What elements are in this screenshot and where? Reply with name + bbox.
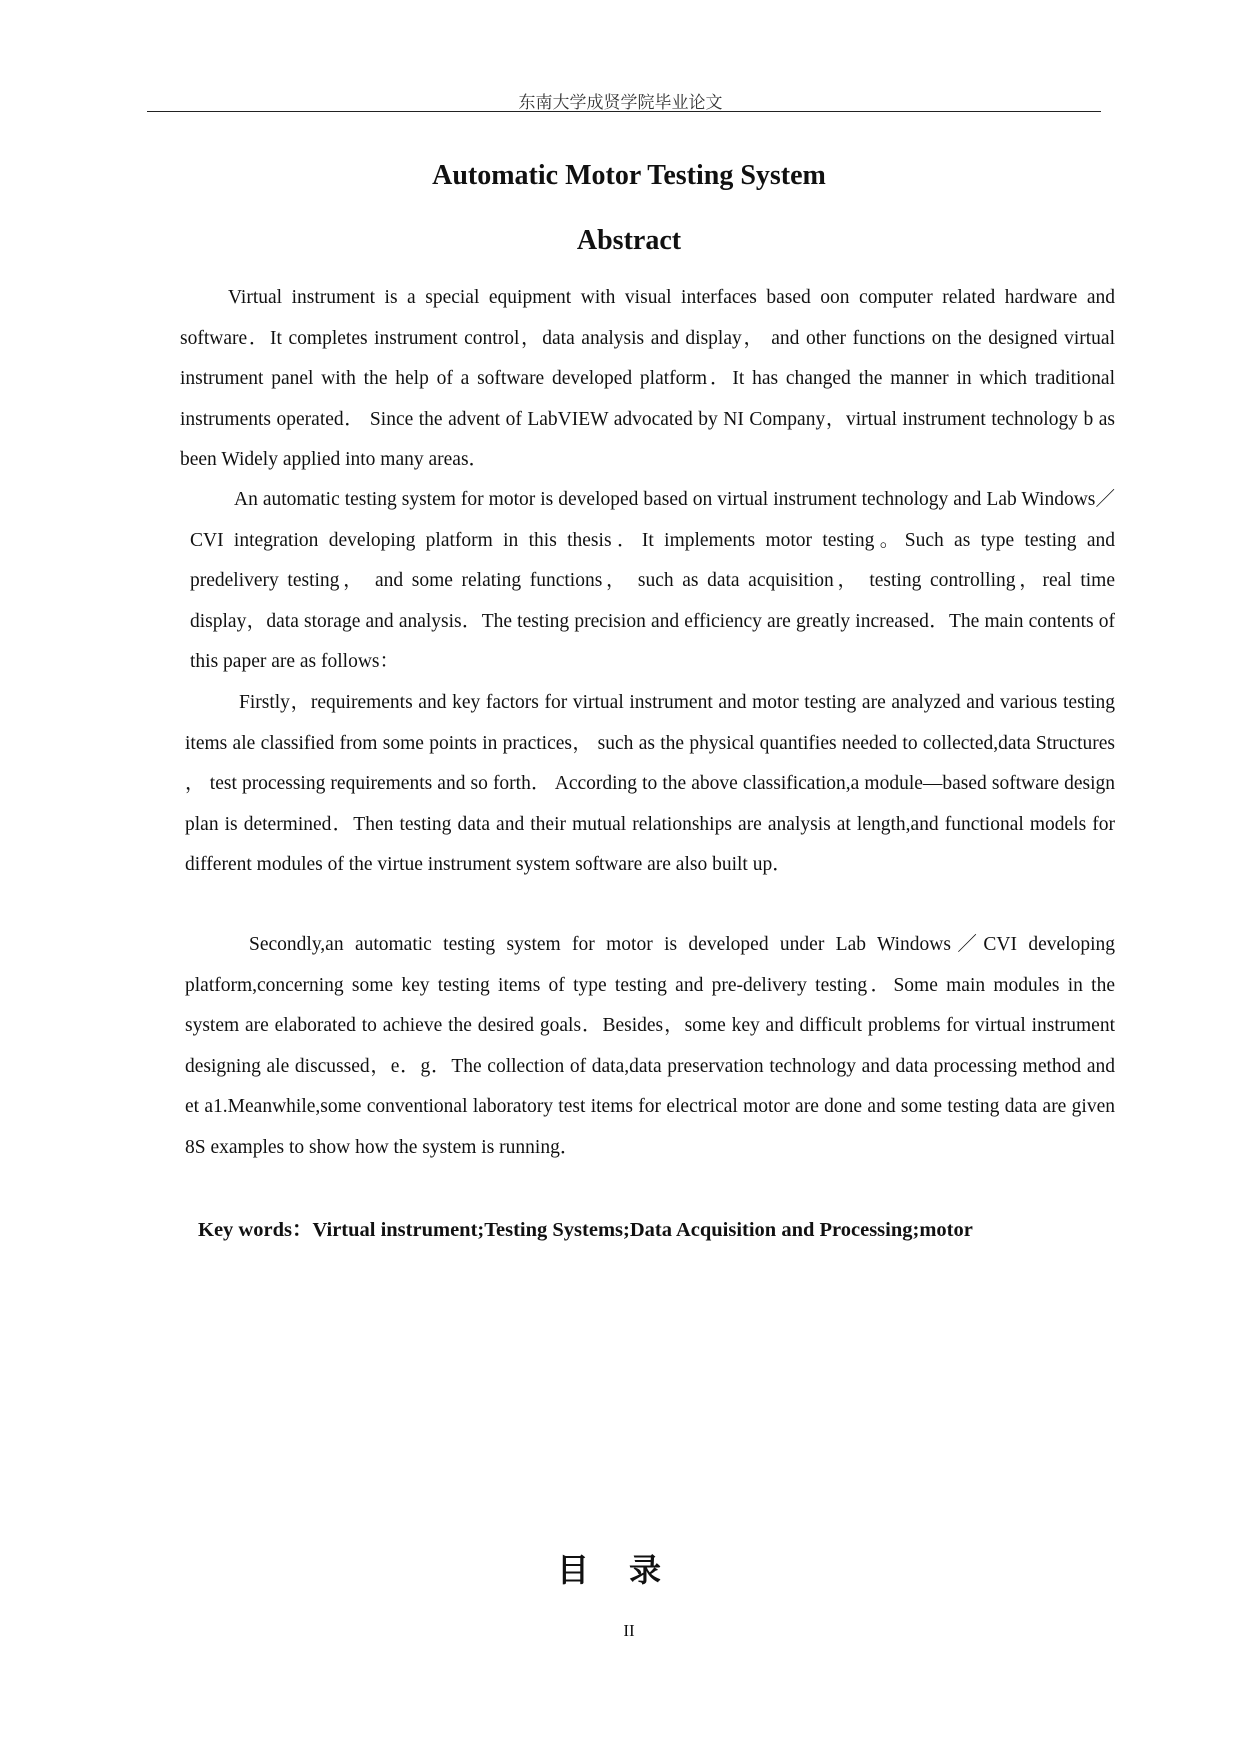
abstract-paragraph-1: Virtual instrument is a special equipment with visual interfaces based oon computer related hardware and software．It completes instrument control，data analysis and display， and other functions on the designed virtual instrument panel with the help of a software developed platform．It has changed the manner in which traditional instruments operated． Since the advent of LabVIEW advocated by NI Company，virtual instrument technology b as been Widely applied into many areas． [180,287,1115,470]
running-header: 东南大学成贤学院毕业论文 [518,93,723,113]
header-rule [147,111,1101,112]
keywords-line: Key words：Virtual instrument;Testing Systems;Data Acquisition and Processing;motor [198,1219,973,1241]
abstract-heading: Abstract [576,225,682,256]
abstract-paragraph-2: An automatic testing system for motor is developed based on virtual instrument technology and Lab Windows／CVI integration developing platform in this thesis．It implements motor testing。Such as type testing and predelivery testing， and some relating functions， such as data acquisition， testing controlling，real time display，data storage and analysis．The testing precision and efficiency are greatly increased．The main contents of this paper are as follows： [190,489,1115,672]
thesis-title: Automatic Motor Testing System [432,160,826,191]
abstract-paragraph-3: Firstly，requirements and key factors for virtual instrument and motor testing are analyzed and various testing items ale classified from some points in practices， such as the physical quantifies needed to collected,data Structures ， test processing requirements and so forth． According to the above classification,a module—based software design plan is determined．Then testing data and their mutual relationships are analysis at length,and functional models for different modules of the virtue instrument system software are also built up． [185,692,1115,875]
abstract-paragraph-4: Secondly,an automatic testing system for motor is developed under Lab Windows／CVI developing platform,concerning some key testing items of type testing and pre-delivery testing．Some main modules in the system are elaborated to achieve the desired goals．Besides，some key and difficult problems for virtual instrument designing ale discussed，e．g．The collection of data,data preservation technology and data processing method and et a1.Meanwhile,some conventional laboratory test items for electrical motor are done and some testing data are given 8S examples to show how the system is running． [185,934,1115,1158]
toc-title: 目录 [556,1551,701,1589]
page-number: II [623,1621,635,1640]
